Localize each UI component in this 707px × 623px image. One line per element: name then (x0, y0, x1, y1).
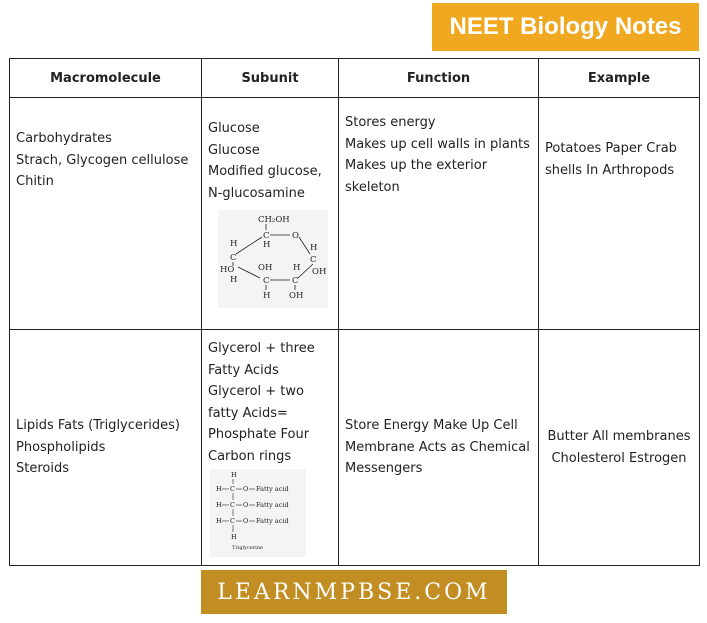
diagram-label: O (243, 485, 249, 493)
macromolecule-cell (10, 330, 202, 566)
diagram-label: H (216, 485, 222, 493)
diagram-label: HO (220, 265, 235, 275)
diagram-label: H (263, 291, 271, 301)
diagram-label: C (230, 501, 235, 509)
cell-line: Fatty Acids (208, 362, 279, 378)
cell-line: Carbon rings (208, 448, 292, 464)
cell-line: Lipids Fats (Triglycerides) (16, 418, 180, 434)
cell-line: Glycerol + two (208, 384, 304, 399)
cell-line: N-glucosamine (208, 185, 305, 201)
macromolecule-table (9, 58, 700, 566)
header-example: Example (539, 59, 700, 98)
cell-line: Membrane Acts as Chemical (345, 439, 530, 455)
cell-line: Messengers (345, 461, 423, 477)
cell-line: Cholesterol Estrogen (551, 450, 687, 466)
diagram-label: H (230, 239, 238, 249)
cell-line: fatty Acids= (208, 405, 288, 421)
cell-line: Phospholipids (16, 439, 106, 455)
header-subunit: Subunit (202, 59, 339, 98)
table-row (10, 98, 700, 330)
diagram-label: H (230, 275, 238, 285)
diagram-label: H (231, 471, 237, 479)
cell-line: Carbohydrates (16, 131, 112, 146)
glucose-structure-diagram (218, 210, 328, 308)
triglyceride-structure-diagram (210, 469, 306, 557)
diagram-label: H (263, 240, 271, 250)
function-cell (339, 330, 539, 566)
diagram-label: CH₂OH (258, 215, 290, 225)
diagram-label: O (243, 501, 249, 509)
diagram-label: H (216, 517, 222, 525)
diagram-label: C (230, 485, 235, 493)
diagram-label: H (293, 263, 301, 273)
diagram-label: O (243, 517, 249, 525)
example-cell (539, 98, 700, 330)
subunit-cell (202, 330, 339, 566)
cell-line: skeleton (345, 179, 400, 195)
diagram-label: C (310, 255, 317, 265)
diagram-label: H (231, 533, 237, 541)
diagram-label: Fatty acid (256, 485, 289, 493)
table-header-row (10, 59, 700, 98)
cell-line: Glycerol + three (208, 341, 315, 356)
header-function: Function (339, 59, 539, 98)
diagram-label: C (263, 231, 270, 241)
cell-line: shells In Arthropods (545, 162, 675, 178)
macromolecule-cell (10, 98, 202, 330)
header-macromolecule: Macromolecule (10, 59, 202, 98)
cell-line: Makes up cell walls in plants (345, 136, 530, 152)
diagram-label: O (292, 231, 299, 241)
diagram-label: H (216, 501, 222, 509)
diagram-label: OH (289, 291, 304, 301)
diagram-label: C (263, 276, 270, 286)
cell-line: Chitin (16, 174, 54, 189)
diagram-label: C (292, 276, 299, 286)
cell-line: Steroids (16, 461, 69, 477)
cell-line: Butter All membranes (547, 429, 691, 444)
diagram-label: C (230, 517, 235, 525)
subunit-cell (202, 98, 339, 330)
diagram-label: OH (312, 267, 327, 277)
cell-line: Makes up the exterior (345, 158, 488, 173)
page-banner: NEET Biology Notes (432, 3, 699, 51)
diagram-label: Fatty acid (256, 501, 289, 509)
diagram-caption: Triglycerine (232, 545, 263, 551)
site-footer-banner: LEARNMPBSE.COM (201, 570, 507, 614)
cell-line: Stores energy (345, 115, 436, 130)
cell-line: Potatoes Paper Crab (545, 141, 677, 156)
cell-line: Glucose (208, 121, 260, 136)
table-row (10, 330, 700, 566)
diagram-label: OH (258, 263, 273, 273)
cell-line: Glucose (208, 142, 260, 158)
diagram-label: Fatty acid (256, 517, 289, 525)
cell-line: Store Energy Make Up Cell (345, 418, 518, 434)
cell-line: Phosphate Four (208, 427, 310, 442)
cell-line: Strach, Glycogen cellulose (16, 152, 189, 168)
example-cell (539, 330, 700, 566)
function-cell (339, 98, 539, 330)
diagram-label: C (230, 253, 237, 263)
diagram-label: H (310, 243, 318, 253)
cell-line: Modified glucose, (208, 164, 322, 179)
